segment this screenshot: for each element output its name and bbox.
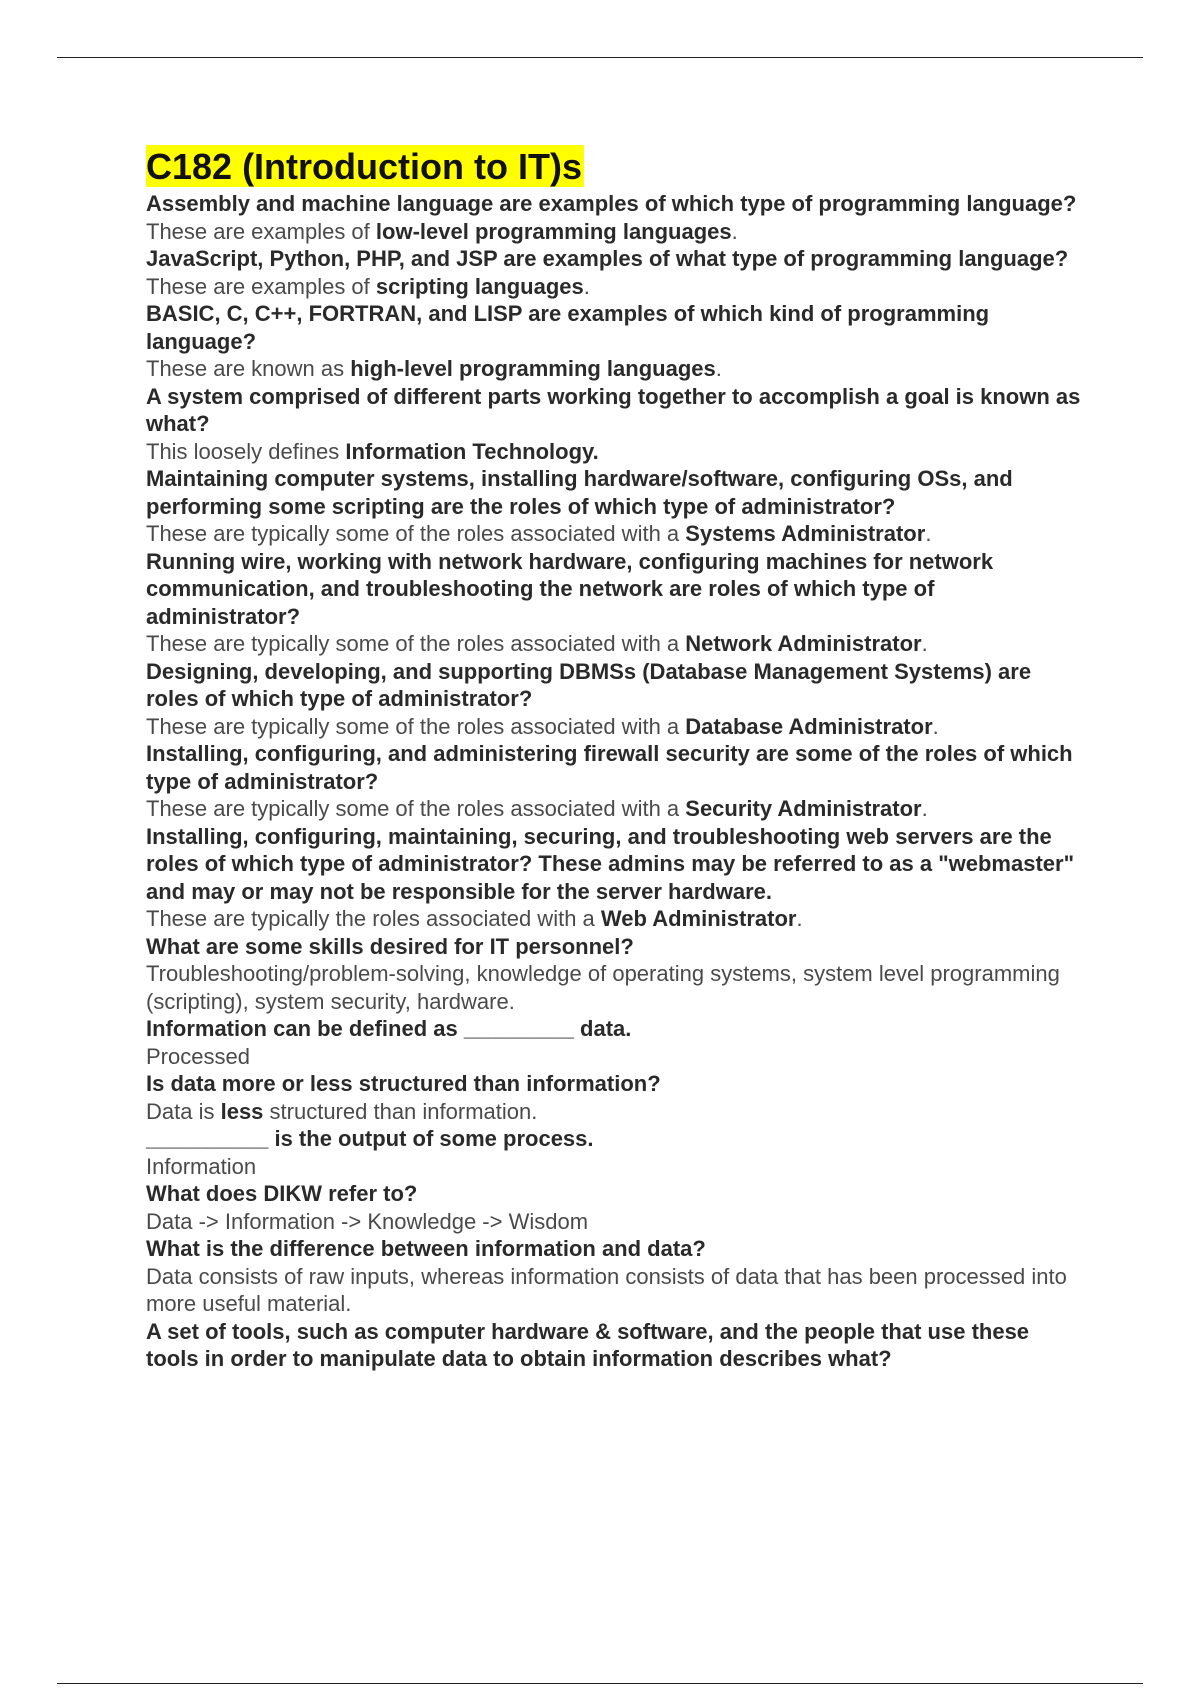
answer-text-trailing: . — [583, 273, 590, 299]
answer-text-trailing: structured than information. — [263, 1098, 538, 1124]
answer-keyword: high-level programming languages — [350, 356, 716, 381]
question-text: A system comprised of different parts working together to accomplish a goal is known as what? — [146, 383, 1081, 436]
answer-keyword: Information Technology. — [345, 438, 599, 464]
answer-text-trailing: . — [921, 796, 928, 821]
question-text: Designing, developing, and supporting DBMSs (Database Management Systems) are roles of which type of administrator? — [146, 658, 1032, 711]
answer-text — [146, 218, 1086, 246]
answer-text-plain: Processed — [146, 1043, 250, 1069]
answer-text-plain: Troubleshooting/problem-solving, knowledge of operating systems, system level programming (scripting), system security, hardware. — [146, 961, 1060, 1014]
answer-text-trailing: . — [925, 521, 932, 546]
question-text: Installing, configuring, maintaining, securing, and troubleshooting web servers are the roles of which type of administrator? These admins may be referred to as a "webmaster" and may or may not be responsible for the server hardware. — [146, 823, 1075, 904]
document-title: C182 (Introduction to IT)s — [146, 146, 582, 187]
answer-text — [146, 713, 1086, 741]
answer-text — [146, 905, 1086, 933]
question-text: Information can be defined as _________ data. — [146, 1016, 632, 1041]
question-text: JavaScript, Python, PHP, and JSP are examples of what type of programming language? — [146, 246, 1069, 271]
answer-keyword: low-level programming languages — [375, 218, 732, 244]
answer-text — [146, 1263, 1086, 1318]
answer-keyword: Database Administrator — [685, 713, 933, 739]
question-text: Maintaining computer systems, installing hardware/software, configuring OSs, and performing some scripting are the roles of which type of administrator? — [146, 466, 1013, 519]
document-content — [146, 145, 1086, 1373]
question-text: What are some skills desired for IT personnel? — [146, 933, 634, 959]
answer-keyword: Security Administrator — [685, 796, 922, 821]
question-text: Is data more or less structured than information? — [146, 1071, 661, 1096]
answer-text — [146, 1098, 1086, 1126]
question-text: Running wire, working with network hardware, configuring machines for network communication, and troubleshooting the network are roles of which type of administrator? — [146, 548, 994, 629]
answer-text-trailing: . — [932, 713, 939, 739]
answer-text-plain: These are typically some of the roles associated with a — [146, 796, 686, 821]
answer-keyword: Web Administrator — [600, 906, 797, 931]
question-text: What does DIKW refer to? — [146, 1181, 418, 1206]
answer-text — [146, 630, 1086, 658]
question-text: A set of tools, such as computer hardware & software, and the people that use these tools in order to manipulate data to obtain information describes what? — [146, 1318, 1030, 1371]
answer-text — [146, 273, 1086, 301]
answer-text-plain: These are typically the roles associated with a — [146, 906, 601, 931]
answer-keyword: less — [220, 1098, 264, 1124]
answer-text — [146, 960, 1086, 1015]
answer-text-plain: These are typically some of the roles associated with a — [146, 521, 686, 546]
question-text: __________ is the output of some process. — [146, 1126, 594, 1151]
answer-text-plain: These are examples of — [146, 273, 376, 299]
question-text: What is the difference between information and data? — [146, 1236, 706, 1261]
answer-text — [146, 355, 1086, 383]
answer-text-trailing: . — [796, 906, 803, 931]
answer-text — [146, 438, 1086, 466]
answer-text-plain: These are typically some of the roles associated with a — [146, 713, 686, 739]
answer-text-trailing: . — [715, 356, 722, 381]
answer-text-plain: Data consists of raw inputs, whereas information consists of data that has been processed into more useful material. — [146, 1263, 1067, 1316]
answer-text-plain: Information — [146, 1153, 257, 1179]
answer-text-plain: Data is — [146, 1098, 221, 1124]
answer-text — [146, 520, 1086, 548]
answer-keyword: Network Administrator — [685, 631, 922, 656]
answer-text-plain: This loosely defines — [146, 438, 346, 464]
answer-text-plain: These are examples of — [146, 218, 376, 244]
answer-text-trailing: . — [921, 631, 928, 656]
answer-text — [146, 1043, 1086, 1071]
answer-text — [146, 1153, 1086, 1181]
answer-text-plain: These are known as — [146, 356, 351, 381]
header-rule — [57, 57, 1143, 58]
answer-keyword: scripting languages — [375, 273, 584, 299]
flashcard-list — [146, 190, 1086, 1373]
answer-text — [146, 795, 1086, 823]
answer-text-plain: Data -> Information -> Knowledge -> Wisdom — [146, 1208, 589, 1234]
answer-text — [146, 1208, 1086, 1236]
question-text: Installing, configuring, and administering firewall security are some of the roles of which type of administrator? — [146, 741, 1073, 794]
answer-text-plain: These are typically some of the roles associated with a — [146, 631, 686, 656]
question-text: Assembly and machine language are examples of which type of programming language? — [146, 191, 1077, 216]
question-text: BASIC, C, C++, FORTRAN, and LISP are examples of which kind of programming language? — [146, 301, 990, 354]
footer-rule — [57, 1683, 1143, 1684]
answer-keyword: Systems Administrator — [685, 521, 926, 546]
answer-text-trailing: . — [731, 218, 738, 244]
